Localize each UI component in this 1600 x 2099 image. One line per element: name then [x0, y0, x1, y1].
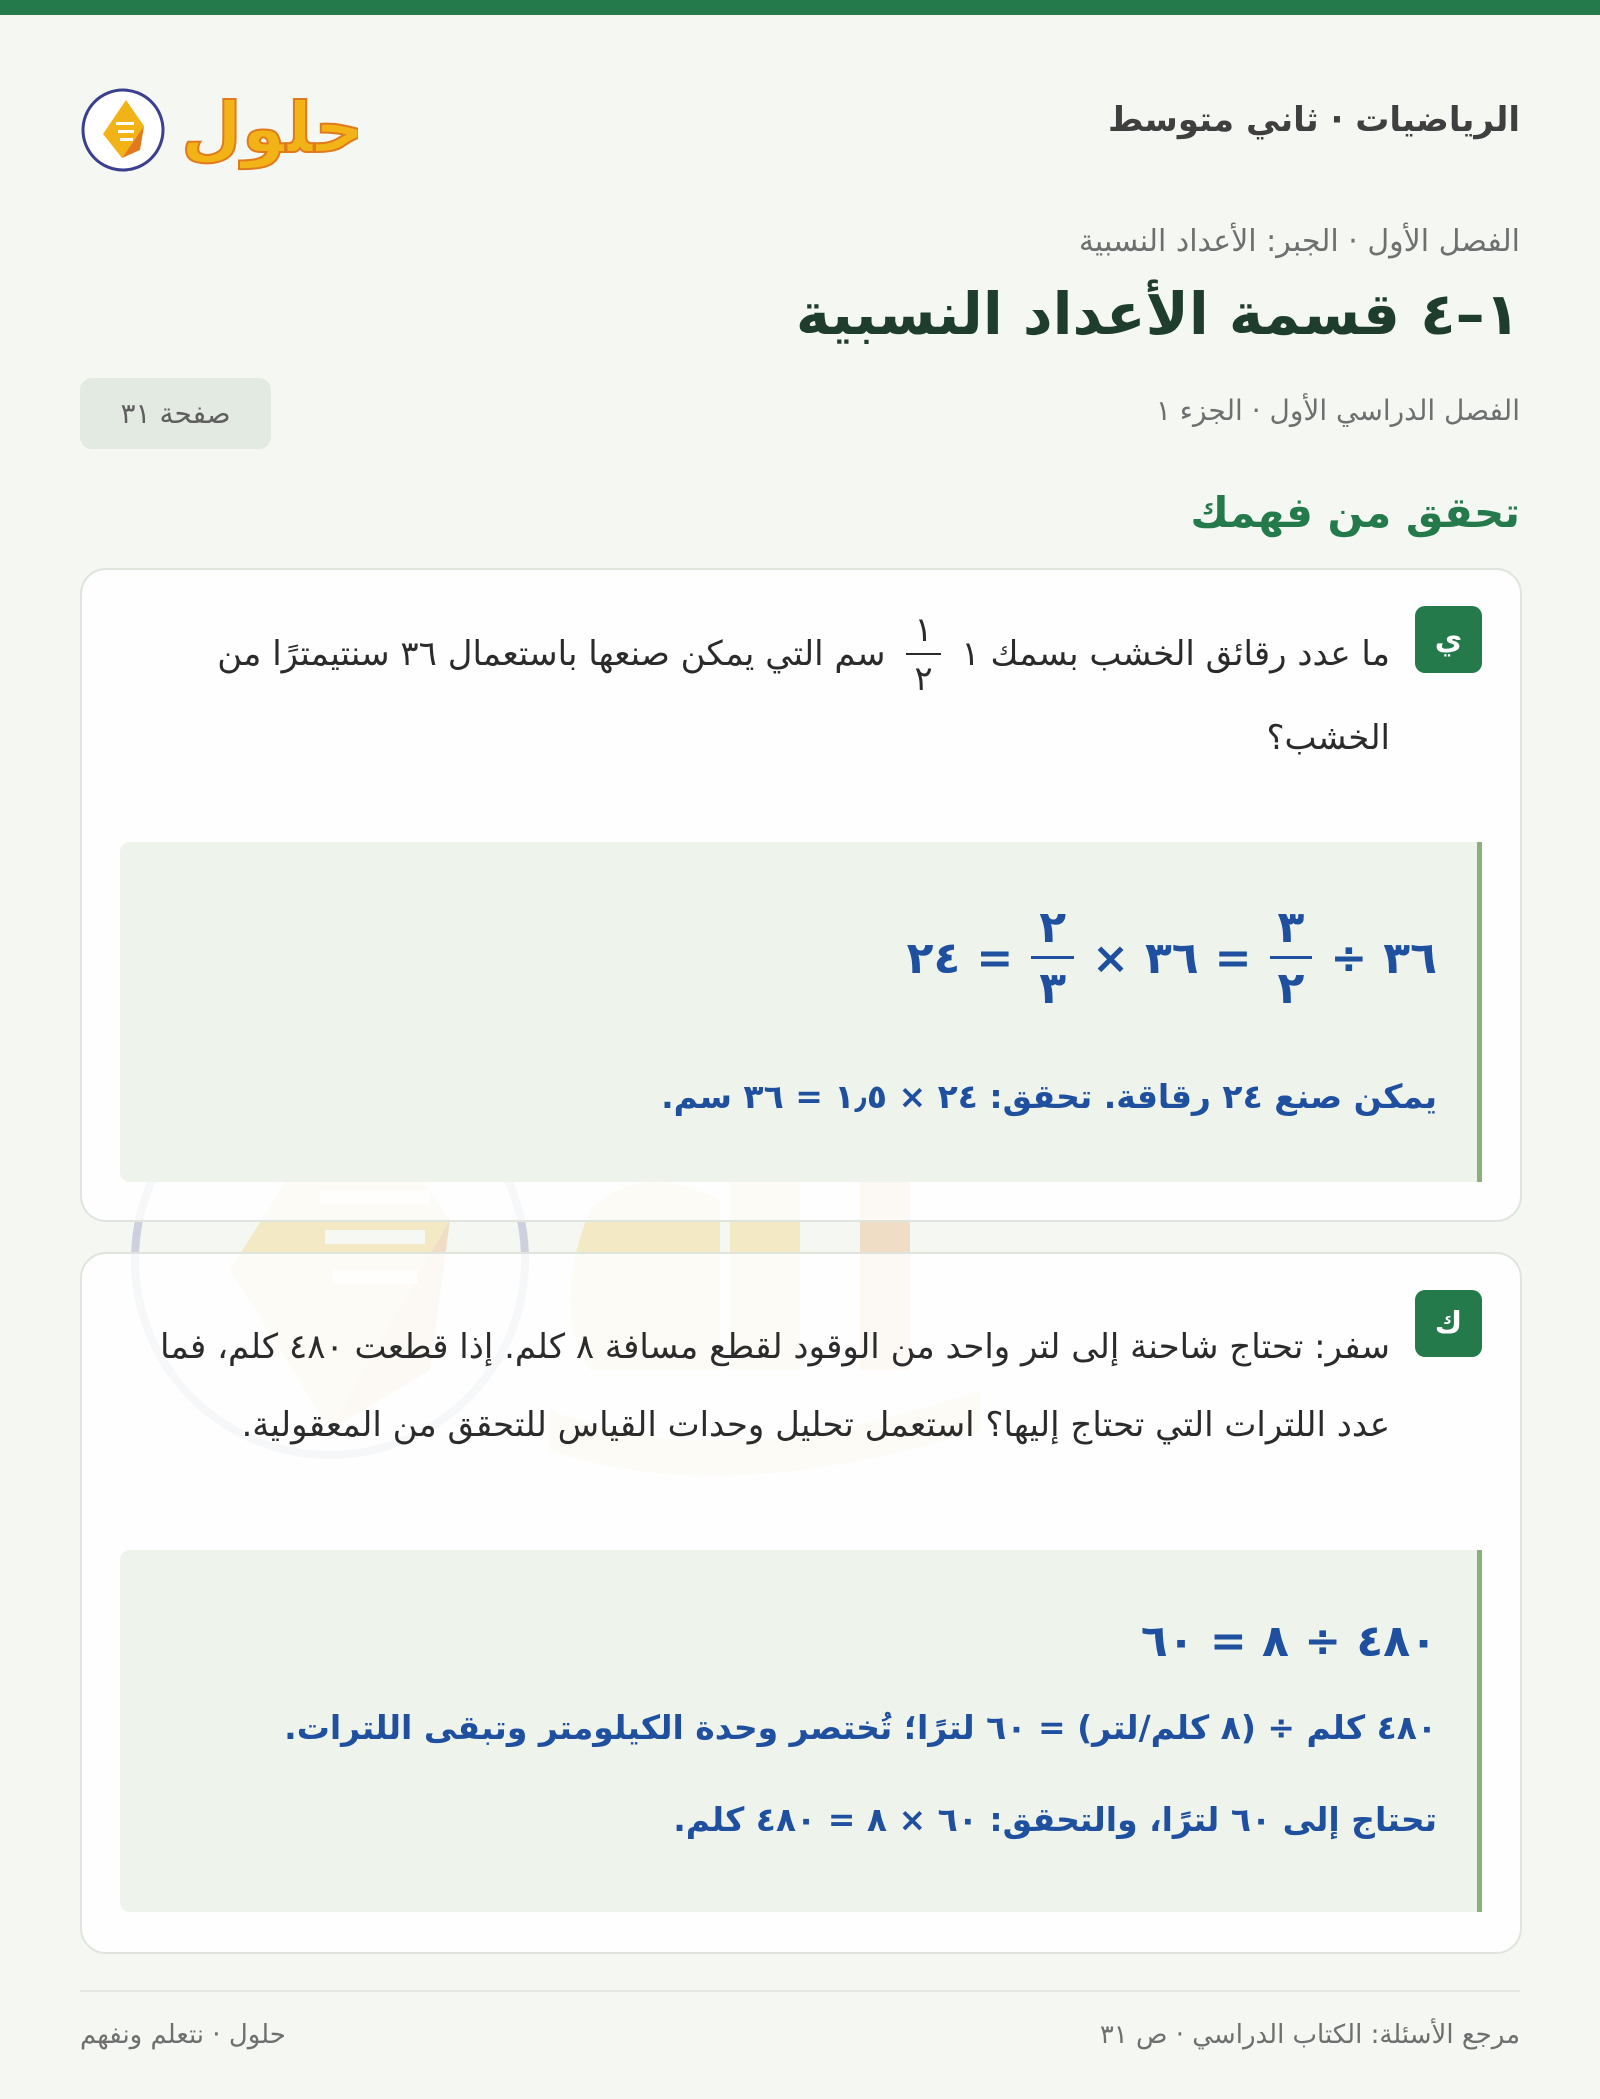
solution-answer: يمكن صنع ٢٤ رقاقة. تحقق: ٢٤ × ١٫٥ = ٣٦ سم. — [661, 1077, 1437, 1116]
footer-brand: حلول · نتعلم ونفهم — [80, 2020, 286, 2050]
term-label: الفصل الدراسي الأول · الجزء ١ — [1155, 394, 1520, 427]
fraction — [1270, 904, 1313, 1014]
logo[interactable] — [78, 62, 358, 182]
fraction-denominator: ٢ — [914, 659, 933, 700]
footer-source: مرجع الأسئلة: الكتاب الدراسي · ص ٣١ — [1099, 2020, 1520, 2050]
logo-icon — [78, 62, 358, 182]
footer-divider — [80, 1990, 1520, 1992]
top-accent-bar — [0, 0, 1600, 15]
eq-operator: = — [1214, 933, 1252, 985]
question-card-k — [80, 1252, 1522, 1954]
question-text — [138, 612, 1390, 777]
question-card-y — [80, 568, 1522, 1222]
solution-explanation: ٤٨٠ كلم ÷ (٨ كلم/لتر) = ٦٠ لترًا؛ تُختصر وحدة الكيلومتر وتبقى اللترات. — [284, 1708, 1437, 1747]
solution-box — [120, 842, 1482, 1182]
question-text: سفر: تحتاج شاحنة إلى لتر واحد من الوقود لقطع مسافة ٨ كلم. إذا قطعت ٤٨٠ كلم، فما عدد اللترات التي تحتاج إليها؟ استعمل تحليل وحدات القياس للتحقق من المعقولية. — [160, 1327, 1390, 1445]
fraction — [906, 612, 940, 699]
solution-equation: ٤٨٠ ÷ ٨ = ٦٠ — [1140, 1616, 1437, 1667]
fraction-denominator: ٢ — [1277, 963, 1305, 1015]
fraction-numerator: ١ — [906, 612, 940, 655]
fraction-numerator: ٣ — [1270, 904, 1313, 959]
page-title: ١–٤ قسمة الأعداد النسبية — [795, 280, 1520, 348]
page-number-badge: صفحة ٣١ — [80, 378, 271, 449]
solution-box — [120, 1550, 1482, 1912]
question-text-part: سم التي يمكن صنعها باستعمال ٣٦ سنتيمترًا من الخشب؟ — [217, 633, 1390, 758]
eq-operator: ÷ — [1330, 933, 1368, 985]
solution-equation — [150, 904, 1437, 1014]
question-label-badge: ك — [1415, 1290, 1482, 1357]
chapter-label: الفصل الأول · الجبر: الأعداد النسبية — [1078, 224, 1520, 259]
section-title: تحقق من فهمك — [1190, 488, 1520, 537]
solution-answer: تحتاج إلى ٦٠ لترًا، والتحقق: ٦٠ × ٨ = ٤٨٠ كلم. — [673, 1800, 1437, 1839]
subject-label: الرياضيات · ثاني متوسط — [1108, 100, 1520, 140]
eq-term: ٣٦ — [1144, 933, 1199, 985]
question-text-part: ما عدد رقائق الخشب بسمك ١ — [961, 633, 1390, 674]
eq-operator: = — [976, 933, 1014, 985]
eq-term: ٣٦ — [1383, 933, 1437, 985]
fraction-denominator: ٣ — [1039, 963, 1067, 1015]
question-label-badge: ي — [1415, 606, 1482, 673]
fraction — [1031, 904, 1074, 1014]
fraction-numerator: ٢ — [1031, 904, 1074, 959]
eq-result: ٢٤ — [906, 933, 961, 985]
eq-operator: × — [1092, 933, 1129, 985]
svg-text:حلول: حلول — [181, 87, 358, 169]
